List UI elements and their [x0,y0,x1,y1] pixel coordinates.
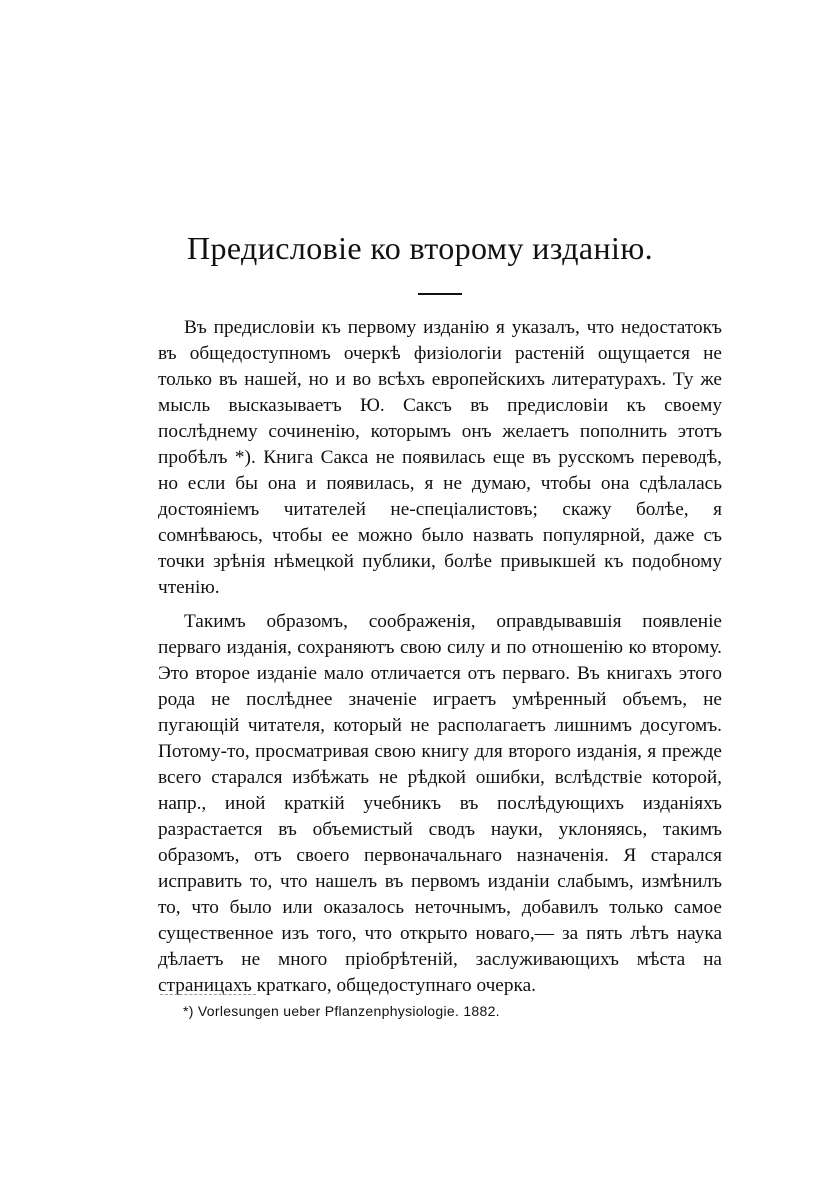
paragraph-1: Въ предисловіи къ первому изданію я указалъ, что недостатокъ въ общедоступномъ очеркѣ физіологіи растеній ощущается не только въ нашей, но и во всѣхъ европейскихъ литературахъ. Ту же мысль высказываетъ Ю. Саксъ въ предисловіи къ своему послѣднему сочиненію, которымъ онъ желаетъ пополнить этотъ пробѣлъ *). Книга Сакса не появилась еще въ русскомъ переводѣ, но если бы она и появилась, я не думаю, чтобы она сдѣлалась достояніемъ читателей не-спеціалистовъ; скажу болѣе, я сомнѣваюсь, чтобы ее можно было назвать популярной, даже съ точки зрѣнія нѣмецкой публики, болѣе привыкшей къ подобному чтенію. [158,317,722,598]
footnote-divider [160,994,256,995]
paragraph-2: Такимъ образомъ, соображенія, оправдывавшія появленіе перваго изданія, сохраняютъ свою силу и по отношенію ко второму. Это второе изданіе мало отличается отъ перваго. Въ книгахъ этого рода не послѣднее значеніе играетъ умѣренный объемъ, не пугающій читателя, который не располагаетъ лишнимъ досугомъ. Потому-то, просматривая свою книгу для второго изданія, я прежде всего старался избѣжать не рѣдкой ошибки, вслѣдствіе которой, напр., иной краткій учебникъ въ послѣдующихъ изданіяхъ разрастается въ объемистый сводъ науки, уклоняясь, такимъ образомъ, отъ своего первоначальнаго назначенія. Я старался исправить то, что нашелъ въ первомъ изданіи слабымъ, измѣнилъ то, что было или оказалось неточнымъ, добавилъ только самое существенное изъ того, что открыто новаго,— за пять лѣтъ наука дѣлаетъ не много пріобрѣтеній, заслуживающихъ мѣста на страницахъ краткаго, общедоступнаго очерка. [158,611,722,996]
footnote: *) Vorlesungen ueber Pflanzenphysiologie. 1882. [183,1003,500,1019]
page-title: Предисловіе ко второму изданію. [186,230,654,266]
preface-body [158,315,722,999]
title-divider [418,293,462,295]
